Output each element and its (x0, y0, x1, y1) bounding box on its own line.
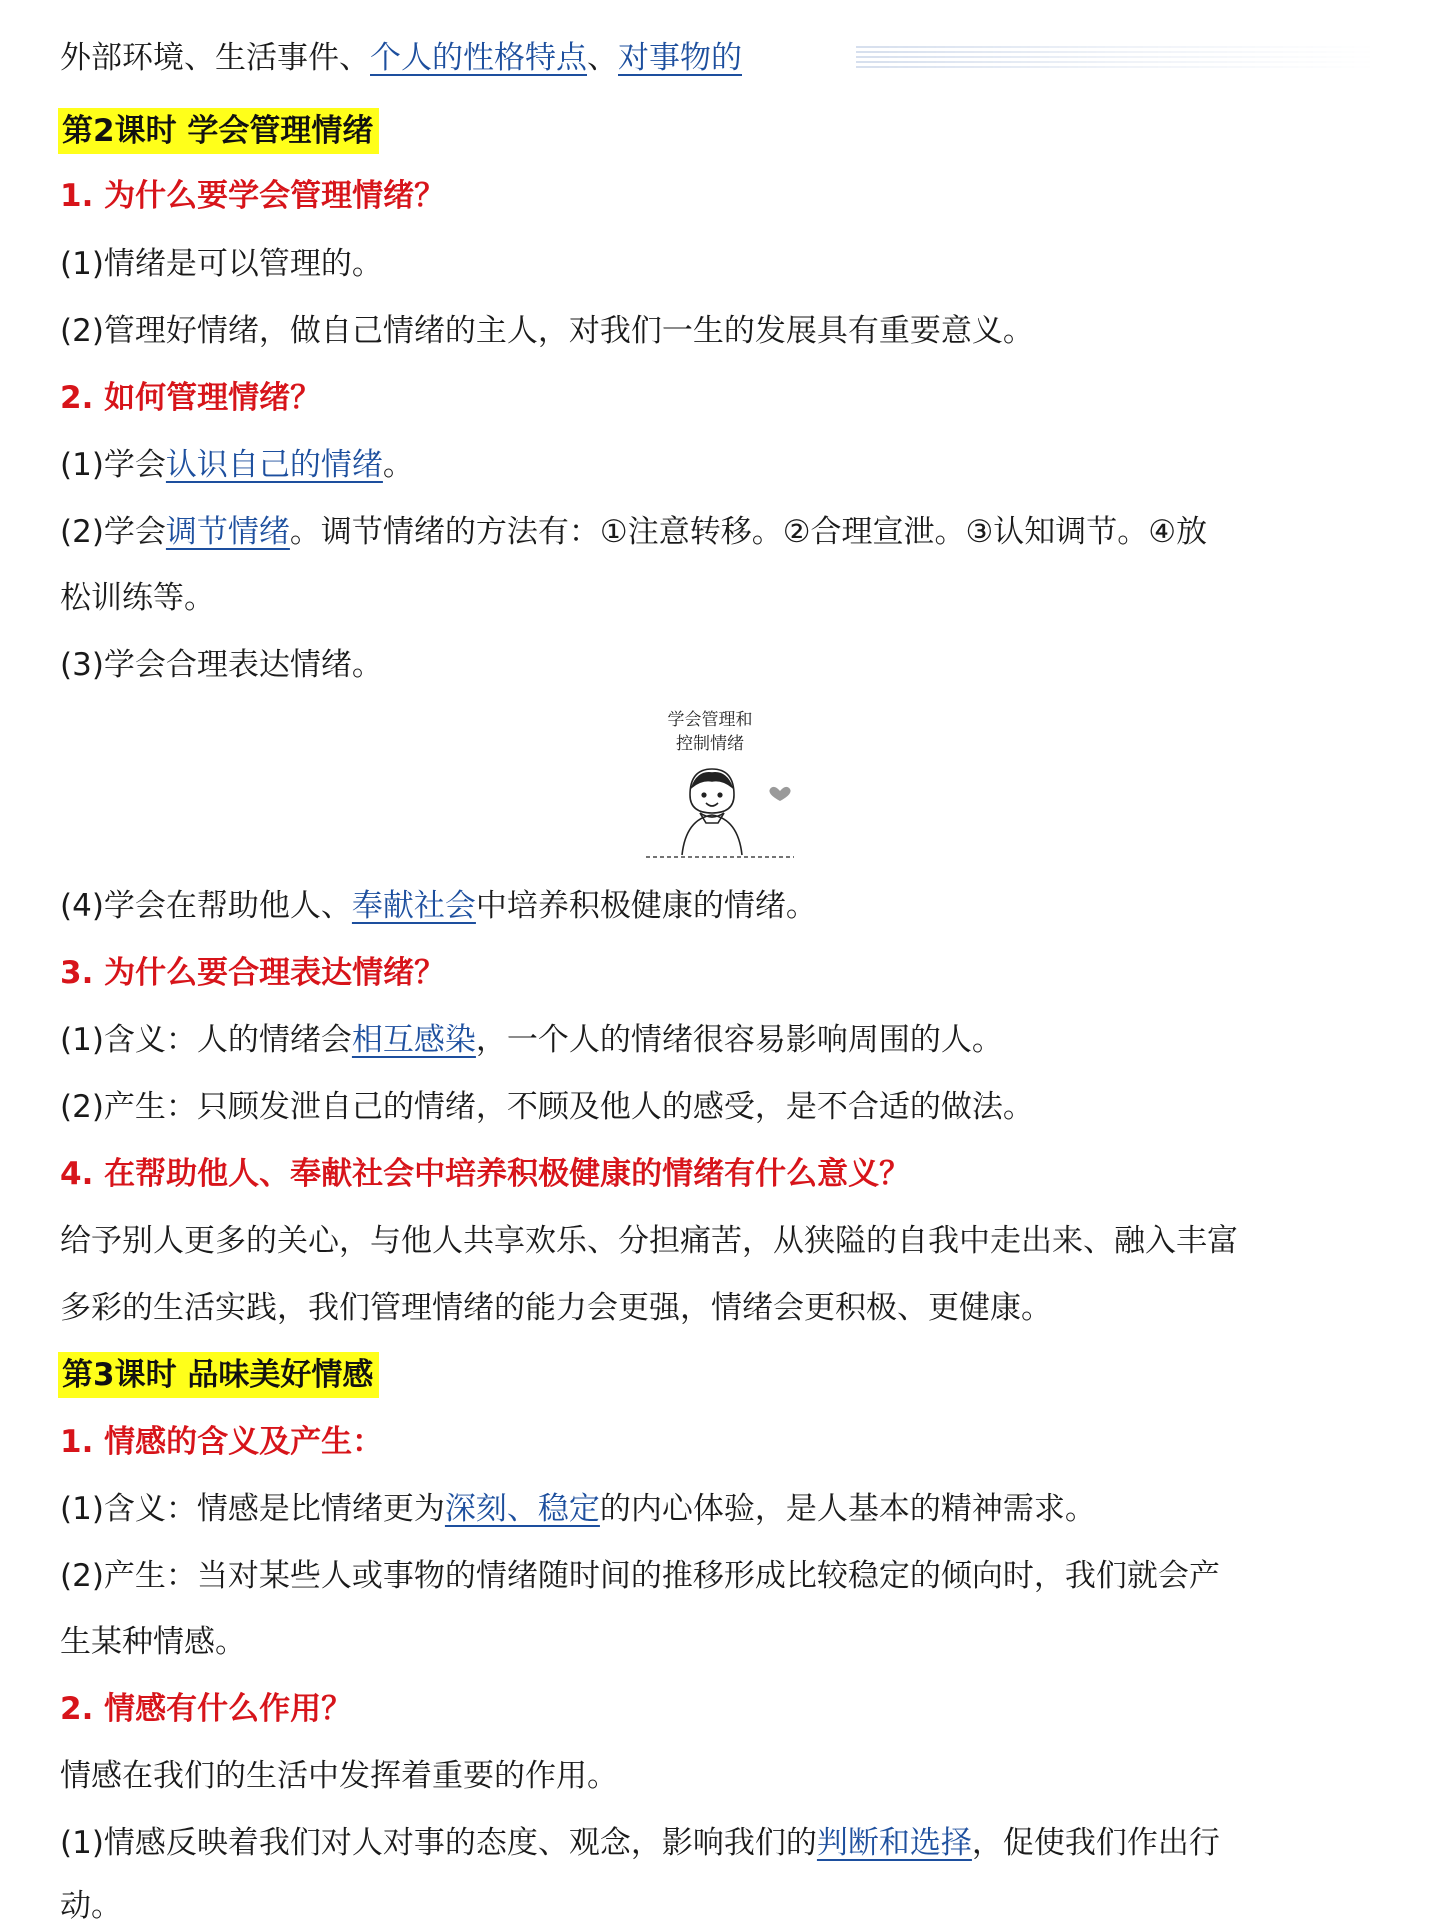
term-regulate-emotions: 调节情绪 (165, 514, 290, 550)
q2-p1-text: (1)学会 (60, 447, 166, 483)
faded-stripes (856, 46, 1376, 70)
intro-text: 外部环境、生活事件、 (60, 40, 370, 76)
s2-point-1 (60, 1823, 1380, 1863)
illustration-caption-2: 控制情绪 (676, 734, 744, 754)
q1-point-1: (1)情绪是可以管理的。 (60, 246, 383, 282)
q2-point-2-cont: 松训练等。 (60, 580, 215, 616)
s1-point-1 (60, 1489, 1380, 1529)
q3-point-2: (2)产生：只顾发泄自己的情绪，不顾及他人的感受，是不合适的做法。 (60, 1089, 1034, 1125)
q2-p2-methods: 。调节情绪的方法有：①注意转移。②合理宣泄。③认知调节。④放 (289, 514, 1208, 550)
q3-p1-end: ，一个人的情绪很容易影响周围的人。 (475, 1022, 1003, 1058)
s2-point-1-cont: 动。 (60, 1888, 122, 1924)
lesson-2-heading: 第2课时 学会管理情绪 (58, 108, 379, 154)
q4-answer-cont: 多彩的生活实践，我们管理情绪的能力会更强，情绪会更积极、更健康。 (60, 1290, 1052, 1326)
separator: 、 (587, 40, 618, 76)
term-deep-stable: 深刻、稳定 (444, 1491, 600, 1527)
s1-point-2: (2)产生：当对某些人或事物的情绪随时间的推移形成比较稳定的倾向时，我们就会产 (60, 1558, 1220, 1594)
term-personality: 个人的性格特点 (370, 40, 587, 76)
section-2-title: 2. 情感有什么作用？ (60, 1691, 353, 1727)
q4-answer: 给予别人更多的关心，与他人共享欢乐、分担痛苦，从狭隘的自我中走出来、融入丰富 (60, 1223, 1238, 1259)
q2-point-2 (60, 512, 1380, 552)
heart-icon (769, 787, 790, 801)
term-mutual-infection: 相互感染 (351, 1022, 476, 1058)
s1-p1-end: 的内心体验，是人基本的精神需求。 (599, 1491, 1096, 1527)
q2-point-4 (60, 886, 1380, 926)
intro-line (60, 38, 1380, 78)
term-judgment-choice: 判断和选择 (816, 1825, 972, 1861)
question-3-title: 3. 为什么要合理表达情绪？ (60, 955, 446, 991)
question-4-title: 4. 在帮助他人、奉献社会中培养积极健康的情绪有什么意义？ (60, 1156, 911, 1192)
q2-p4-text: (4)学会在帮助他人、 (60, 888, 352, 924)
doodle-illustration (630, 695, 830, 865)
q3-p1-text: (1)含义：人的情绪会 (60, 1022, 352, 1058)
boy-figure-icon (682, 769, 742, 855)
q1-point-2: (2)管理好情绪，做自己情绪的主人，对我们一生的发展具有重要意义。 (60, 313, 1034, 349)
section-1-title: 1. 情感的含义及产生： (60, 1424, 384, 1460)
q2-point-1 (60, 445, 1380, 485)
term-recognize-emotions: 认识自己的情绪 (165, 447, 383, 483)
question-1-title: 1. 为什么要学会管理情绪？ (60, 178, 446, 214)
q2-p1-end: 。 (382, 447, 414, 483)
s2-p1-text: (1)情感反映着我们对人对事的态度、观念，影响我们的 (60, 1825, 817, 1861)
q2-point-3: (3)学会合理表达情绪。 (60, 647, 383, 683)
s2-p1-end: ，促使我们作出行 (971, 1825, 1220, 1861)
q3-point-1 (60, 1020, 1380, 1060)
term-attitude: 对事物的 (618, 40, 742, 76)
s1-point-2-cont: 生某种情感。 (60, 1624, 246, 1660)
question-2-title: 2. 如何管理情绪？ (60, 380, 322, 416)
q2-p4-end: 中培养积极健康的情绪。 (475, 888, 817, 924)
s2-intro: 情感在我们的生活中发挥着重要的作用。 (60, 1758, 618, 1794)
s1-p1-text: (1)含义：情感是比情绪更为 (60, 1491, 445, 1527)
illustration-caption-1: 学会管理和 (667, 710, 753, 730)
q2-p2-text: (2)学会 (60, 514, 166, 550)
term-contribute-society: 奉献社会 (351, 888, 476, 924)
lesson-3-heading: 第3课时 品味美好情感 (58, 1352, 379, 1398)
